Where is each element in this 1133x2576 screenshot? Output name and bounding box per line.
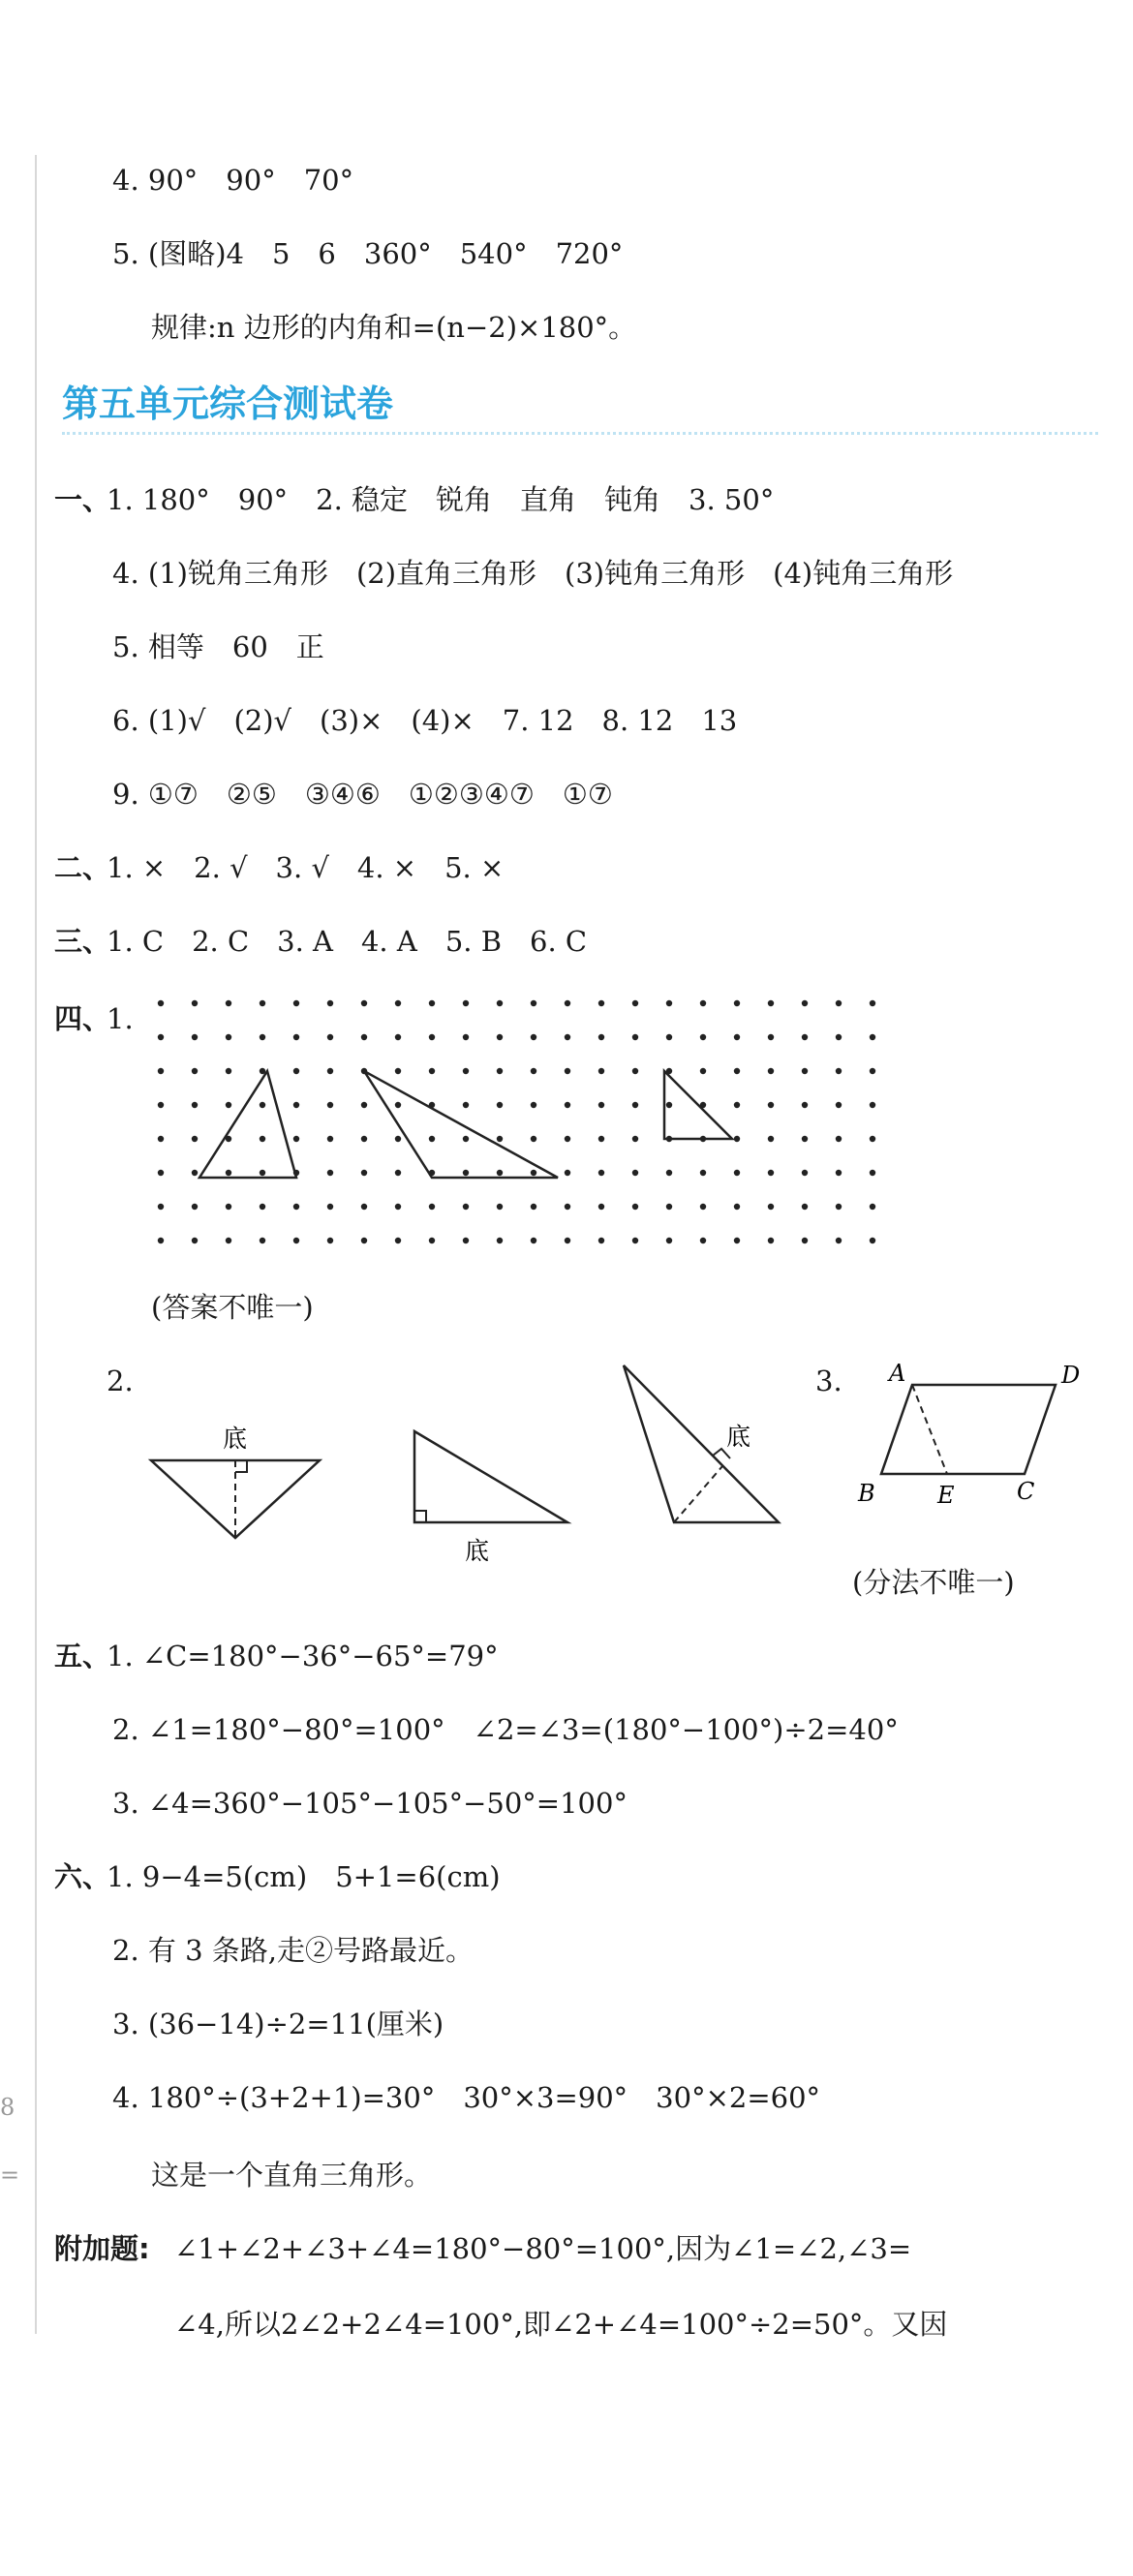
grid-dot <box>734 1068 740 1074</box>
vertex-label-c: C <box>1017 1478 1035 1505</box>
grid-dot <box>666 1238 672 1243</box>
grid-dot <box>260 1136 265 1142</box>
grid-dot <box>632 1000 638 1006</box>
part2-line1: 1. × 2. √ 3. √ 4. × 5. × <box>107 851 505 884</box>
grid-dot <box>395 1136 401 1142</box>
grid-dot <box>666 1102 672 1108</box>
grid-dot <box>260 1034 265 1040</box>
grid-dot <box>734 1000 740 1006</box>
edge-mark: 8 <box>0 2094 15 2121</box>
grid-dot <box>192 1034 198 1040</box>
grid-dot <box>395 1102 401 1108</box>
grid-dot <box>598 1102 604 1108</box>
grid-dot <box>429 1034 435 1040</box>
right-angle-mark-2 <box>414 1511 426 1522</box>
grid-dot <box>497 1000 503 1006</box>
grid-dot <box>463 1034 469 1040</box>
grid-dot <box>700 1170 706 1176</box>
grid-dot <box>768 1204 774 1210</box>
grid-dot <box>158 1204 164 1210</box>
grid-dot <box>700 1204 706 1210</box>
grid-dot <box>531 1034 536 1040</box>
acute-triangle <box>199 1071 296 1178</box>
grid-dot <box>734 1034 740 1040</box>
grid-dot <box>226 1204 231 1210</box>
altitude-triangle-2 <box>414 1431 567 1522</box>
grid-dot <box>395 1034 401 1040</box>
grid-dot <box>361 1238 367 1243</box>
bonus-line1: ∠1+∠2+∠3+∠4=180°−80°=100°,因为∠1=∠2,∠3= <box>174 2232 912 2265</box>
part4-label: 四、 <box>54 1002 111 1035</box>
grid-dot <box>598 1034 604 1040</box>
grid-dot <box>802 1000 808 1006</box>
grid-dot <box>361 1102 367 1108</box>
grid-dot <box>158 1136 164 1142</box>
grid-dot <box>836 1102 842 1108</box>
part1-line9: 9. ①⑦ ②⑤ ③④⑥ ①②③④⑦ ①⑦ <box>112 778 613 811</box>
grid-dot <box>870 1238 875 1243</box>
part5-line1: 1. ∠C=180°−36°−65°=79° <box>107 1640 499 1672</box>
grid-dot <box>497 1204 503 1210</box>
grid-dot <box>802 1238 808 1243</box>
part3-line1: 1. C 2. C 3. A 4. A 5. B 6. C <box>107 925 588 958</box>
grid-dot <box>497 1102 503 1108</box>
grid-dot <box>395 1170 401 1176</box>
grid-dot <box>666 1034 672 1040</box>
part5-line2: 2. ∠1=180°−80°=100° ∠2=∠3=(180°−100°)÷2=40° <box>112 1713 899 1746</box>
grid-dot <box>293 1204 299 1210</box>
grid-dot <box>260 1000 265 1006</box>
parallelogram <box>881 1385 1056 1474</box>
grid-dot <box>531 1102 536 1108</box>
grid-dot <box>598 1238 604 1243</box>
part4-note3: (分法不唯一) <box>852 1566 1015 1599</box>
altitude-triangle-3 <box>624 1365 779 1522</box>
grid-dot <box>463 1000 469 1006</box>
dividing-line <box>912 1385 947 1474</box>
grid-dot <box>565 1102 570 1108</box>
vertex-label-a: A <box>889 1360 906 1387</box>
vertex-label-d: D <box>1061 1362 1081 1389</box>
grid-dot <box>598 1170 604 1176</box>
grid-dot <box>260 1102 265 1108</box>
part6-line4: 4. 180°÷(3+2+1)=30° 30°×3=90° 30°×2=60° <box>112 2081 821 2114</box>
grid-dot <box>327 1102 333 1108</box>
grid-dot <box>632 1068 638 1074</box>
grid-dot <box>293 1000 299 1006</box>
grid-dot <box>565 1170 570 1176</box>
grid-dot <box>463 1102 469 1108</box>
grid-dot <box>327 1000 333 1006</box>
grid-dot <box>700 1000 706 1006</box>
grid-dot <box>802 1034 808 1040</box>
grid-dot <box>327 1136 333 1142</box>
grid-dot <box>700 1034 706 1040</box>
bonus-label: 附加题: <box>54 2232 150 2265</box>
grid-dot <box>226 1000 231 1006</box>
part1-line6: 6. (1)√ (2)√ (3)× (4)× 7. 12 8. 12 13 <box>112 704 738 737</box>
grid-dot <box>802 1136 808 1142</box>
grid-dot <box>632 1238 638 1243</box>
grid-dot <box>565 1068 570 1074</box>
altitude-line-3 <box>674 1466 722 1522</box>
grid-dot <box>497 1170 503 1176</box>
grid-dot <box>768 1068 774 1074</box>
part1-line1: 1. 180° 90° 2. 稳定 锐角 直角 钝角 3. 50° <box>107 483 775 516</box>
grid-dot <box>836 1068 842 1074</box>
grid-dot <box>700 1068 706 1074</box>
grid-dot <box>497 1238 503 1243</box>
part1-line5: 5. 相等 60 正 <box>112 630 324 663</box>
part4-q1-number: 1. <box>107 1002 134 1035</box>
grid-dot <box>870 1136 875 1142</box>
part5-line3: 3. ∠4=360°−105°−105°−50°=100° <box>112 1787 628 1820</box>
grid-dot <box>565 1000 570 1006</box>
grid-dot <box>666 1204 672 1210</box>
grid-dot <box>463 1238 469 1243</box>
grid-dot <box>870 1102 875 1108</box>
grid-dot <box>395 1000 401 1006</box>
point-label-e: E <box>937 1482 955 1509</box>
grid-dot <box>598 1204 604 1210</box>
grid-dot <box>158 1000 164 1006</box>
grid-dot <box>361 1170 367 1176</box>
grid-dot <box>361 1034 367 1040</box>
part6-line4b: 这是一个直角三角形。 <box>151 2159 433 2192</box>
dot-grid <box>158 1000 875 1243</box>
part4-q3-number: 3. <box>815 1365 842 1397</box>
right-triangle <box>664 1071 732 1139</box>
grid-dot <box>598 1136 604 1142</box>
grid-dot <box>192 1068 198 1074</box>
grid-dot <box>734 1102 740 1108</box>
grid-dot <box>226 1034 231 1040</box>
binding-margin-line <box>35 155 37 2334</box>
grid-dot <box>293 1068 299 1074</box>
grid-dot <box>463 1136 469 1142</box>
grid-dot <box>361 1000 367 1006</box>
part6-line1: 1. 9−4=5(cm) 5+1=6(cm) <box>107 1860 501 1893</box>
grid-dot <box>870 1204 875 1210</box>
grid-dot <box>158 1238 164 1243</box>
grid-dot <box>768 1102 774 1108</box>
grid-dot <box>192 1170 198 1176</box>
grid-dot <box>497 1136 503 1142</box>
grid-dot <box>361 1204 367 1210</box>
grid-dot <box>429 1238 435 1243</box>
grid-dot <box>327 1034 333 1040</box>
grid-dot <box>632 1204 638 1210</box>
grid-dot <box>226 1102 231 1108</box>
grid-dot <box>293 1034 299 1040</box>
grid-dot <box>734 1204 740 1210</box>
grid-dot <box>226 1170 231 1176</box>
grid-dot <box>463 1068 469 1074</box>
grid-dot <box>395 1204 401 1210</box>
grid-dot <box>327 1204 333 1210</box>
grid-dot <box>802 1170 808 1176</box>
grid-dot <box>293 1136 299 1142</box>
grid-dot <box>768 1136 774 1142</box>
grid-dot <box>836 1204 842 1210</box>
dot-grid-figure <box>145 988 881 1249</box>
grid-dot <box>565 1136 570 1142</box>
grid-dot <box>768 1034 774 1040</box>
part2-label: 二、 <box>54 851 111 884</box>
grid-dot <box>870 1170 875 1176</box>
prev-answer-4: 4. 90° 90° 70° <box>112 164 354 197</box>
grid-dot <box>429 1204 435 1210</box>
grid-dot <box>700 1238 706 1243</box>
grid-dot <box>802 1204 808 1210</box>
grid-dot <box>361 1136 367 1142</box>
grid-dot <box>870 1068 875 1074</box>
grid-dot <box>429 1068 435 1074</box>
part6-line3: 3. (36−14)÷2=11(厘米) <box>112 2008 444 2040</box>
grid-dot <box>327 1068 333 1074</box>
prev-answer-5: 5. (图略)4 5 6 360° 540° 720° <box>112 237 624 270</box>
grid-dot <box>666 1000 672 1006</box>
base-label-2: 底 <box>465 1537 490 1565</box>
grid-dot <box>226 1068 231 1074</box>
grid-dot <box>158 1034 164 1040</box>
grid-dot <box>260 1170 265 1176</box>
grid-dot <box>192 1238 198 1243</box>
grid-dot <box>497 1034 503 1040</box>
grid-dot <box>802 1068 808 1074</box>
grid-dot <box>870 1000 875 1006</box>
grid-dot <box>836 1034 842 1040</box>
altitude-figures <box>136 1356 813 1579</box>
grid-dot <box>632 1102 638 1108</box>
part6-line2: 2. 有 3 条路,走②号路最近。 <box>112 1934 474 1967</box>
grid-dot <box>192 1000 198 1006</box>
grid-dot <box>734 1238 740 1243</box>
grid-dot <box>531 1136 536 1142</box>
grid-dot <box>531 1068 536 1074</box>
grid-dot <box>260 1238 265 1243</box>
grid-dot <box>768 1170 774 1176</box>
grid-dot <box>565 1238 570 1243</box>
grid-dot <box>598 1068 604 1074</box>
grid-dot <box>429 1000 435 1006</box>
part6-label: 六、 <box>54 1860 111 1893</box>
section-title: 第五单元综合测试卷 <box>62 383 394 425</box>
grid-dot <box>531 1238 536 1243</box>
part1-label: 一、 <box>54 483 111 516</box>
grid-dot <box>293 1238 299 1243</box>
grid-dot <box>565 1034 570 1040</box>
grid-dot <box>632 1170 638 1176</box>
part1-line4: 4. (1)锐角三角形 (2)直角三角形 (3)钝角三角形 (4)钝角三角形 <box>112 557 954 590</box>
grid-dot <box>192 1204 198 1210</box>
grid-dot <box>734 1170 740 1176</box>
grid-dot <box>836 1170 842 1176</box>
grid-dot <box>768 1238 774 1243</box>
base-label-1: 底 <box>223 1425 248 1453</box>
part3-label: 三、 <box>54 925 111 958</box>
grid-dot <box>836 1238 842 1243</box>
grid-dot <box>463 1170 469 1176</box>
grid-dot <box>734 1136 740 1142</box>
title-underline <box>62 432 1098 435</box>
grid-dot <box>293 1102 299 1108</box>
grid-dot <box>395 1238 401 1243</box>
grid-dot <box>192 1136 198 1142</box>
grid-dot <box>836 1136 842 1142</box>
grid-dot <box>158 1102 164 1108</box>
grid-dot <box>598 1000 604 1006</box>
right-angle-mark-1 <box>235 1460 247 1472</box>
grid-dot <box>802 1102 808 1108</box>
grid-dot <box>429 1136 435 1142</box>
grid-dot <box>158 1068 164 1074</box>
grid-dot <box>463 1204 469 1210</box>
grid-dot <box>531 1170 536 1176</box>
grid-dot <box>666 1170 672 1176</box>
part5-label: 五、 <box>54 1640 111 1672</box>
grid-dot <box>260 1204 265 1210</box>
grid-dot <box>531 1000 536 1006</box>
grid-dot <box>870 1034 875 1040</box>
grid-dot <box>395 1068 401 1074</box>
part4-note1: (答案不唯一) <box>151 1291 314 1324</box>
grid-dot <box>192 1102 198 1108</box>
grid-dot <box>327 1170 333 1176</box>
parallelogram-figure <box>852 1348 1123 1522</box>
grid-dot <box>226 1238 231 1243</box>
base-label-3: 底 <box>726 1423 751 1451</box>
grid-dot <box>327 1238 333 1243</box>
grid-dot <box>768 1000 774 1006</box>
grid-dot <box>531 1204 536 1210</box>
obtuse-triangle <box>364 1071 558 1178</box>
grid-dot <box>836 1000 842 1006</box>
grid-dot <box>497 1068 503 1074</box>
grid-dot <box>632 1034 638 1040</box>
grid-dot <box>158 1170 164 1176</box>
grid-dot <box>565 1204 570 1210</box>
bonus-line2: ∠4,所以2∠2+2∠4=100°,即∠2+∠4=100°÷2=50°。又因 <box>174 2308 948 2341</box>
part4-q2-number: 2. <box>107 1365 134 1397</box>
prev-rule: 规律:n 边形的内角和=(n−2)×180°。 <box>151 311 637 344</box>
edge-mark: = <box>0 2162 20 2189</box>
grid-dot <box>632 1136 638 1142</box>
vertex-label-b: B <box>858 1480 875 1507</box>
